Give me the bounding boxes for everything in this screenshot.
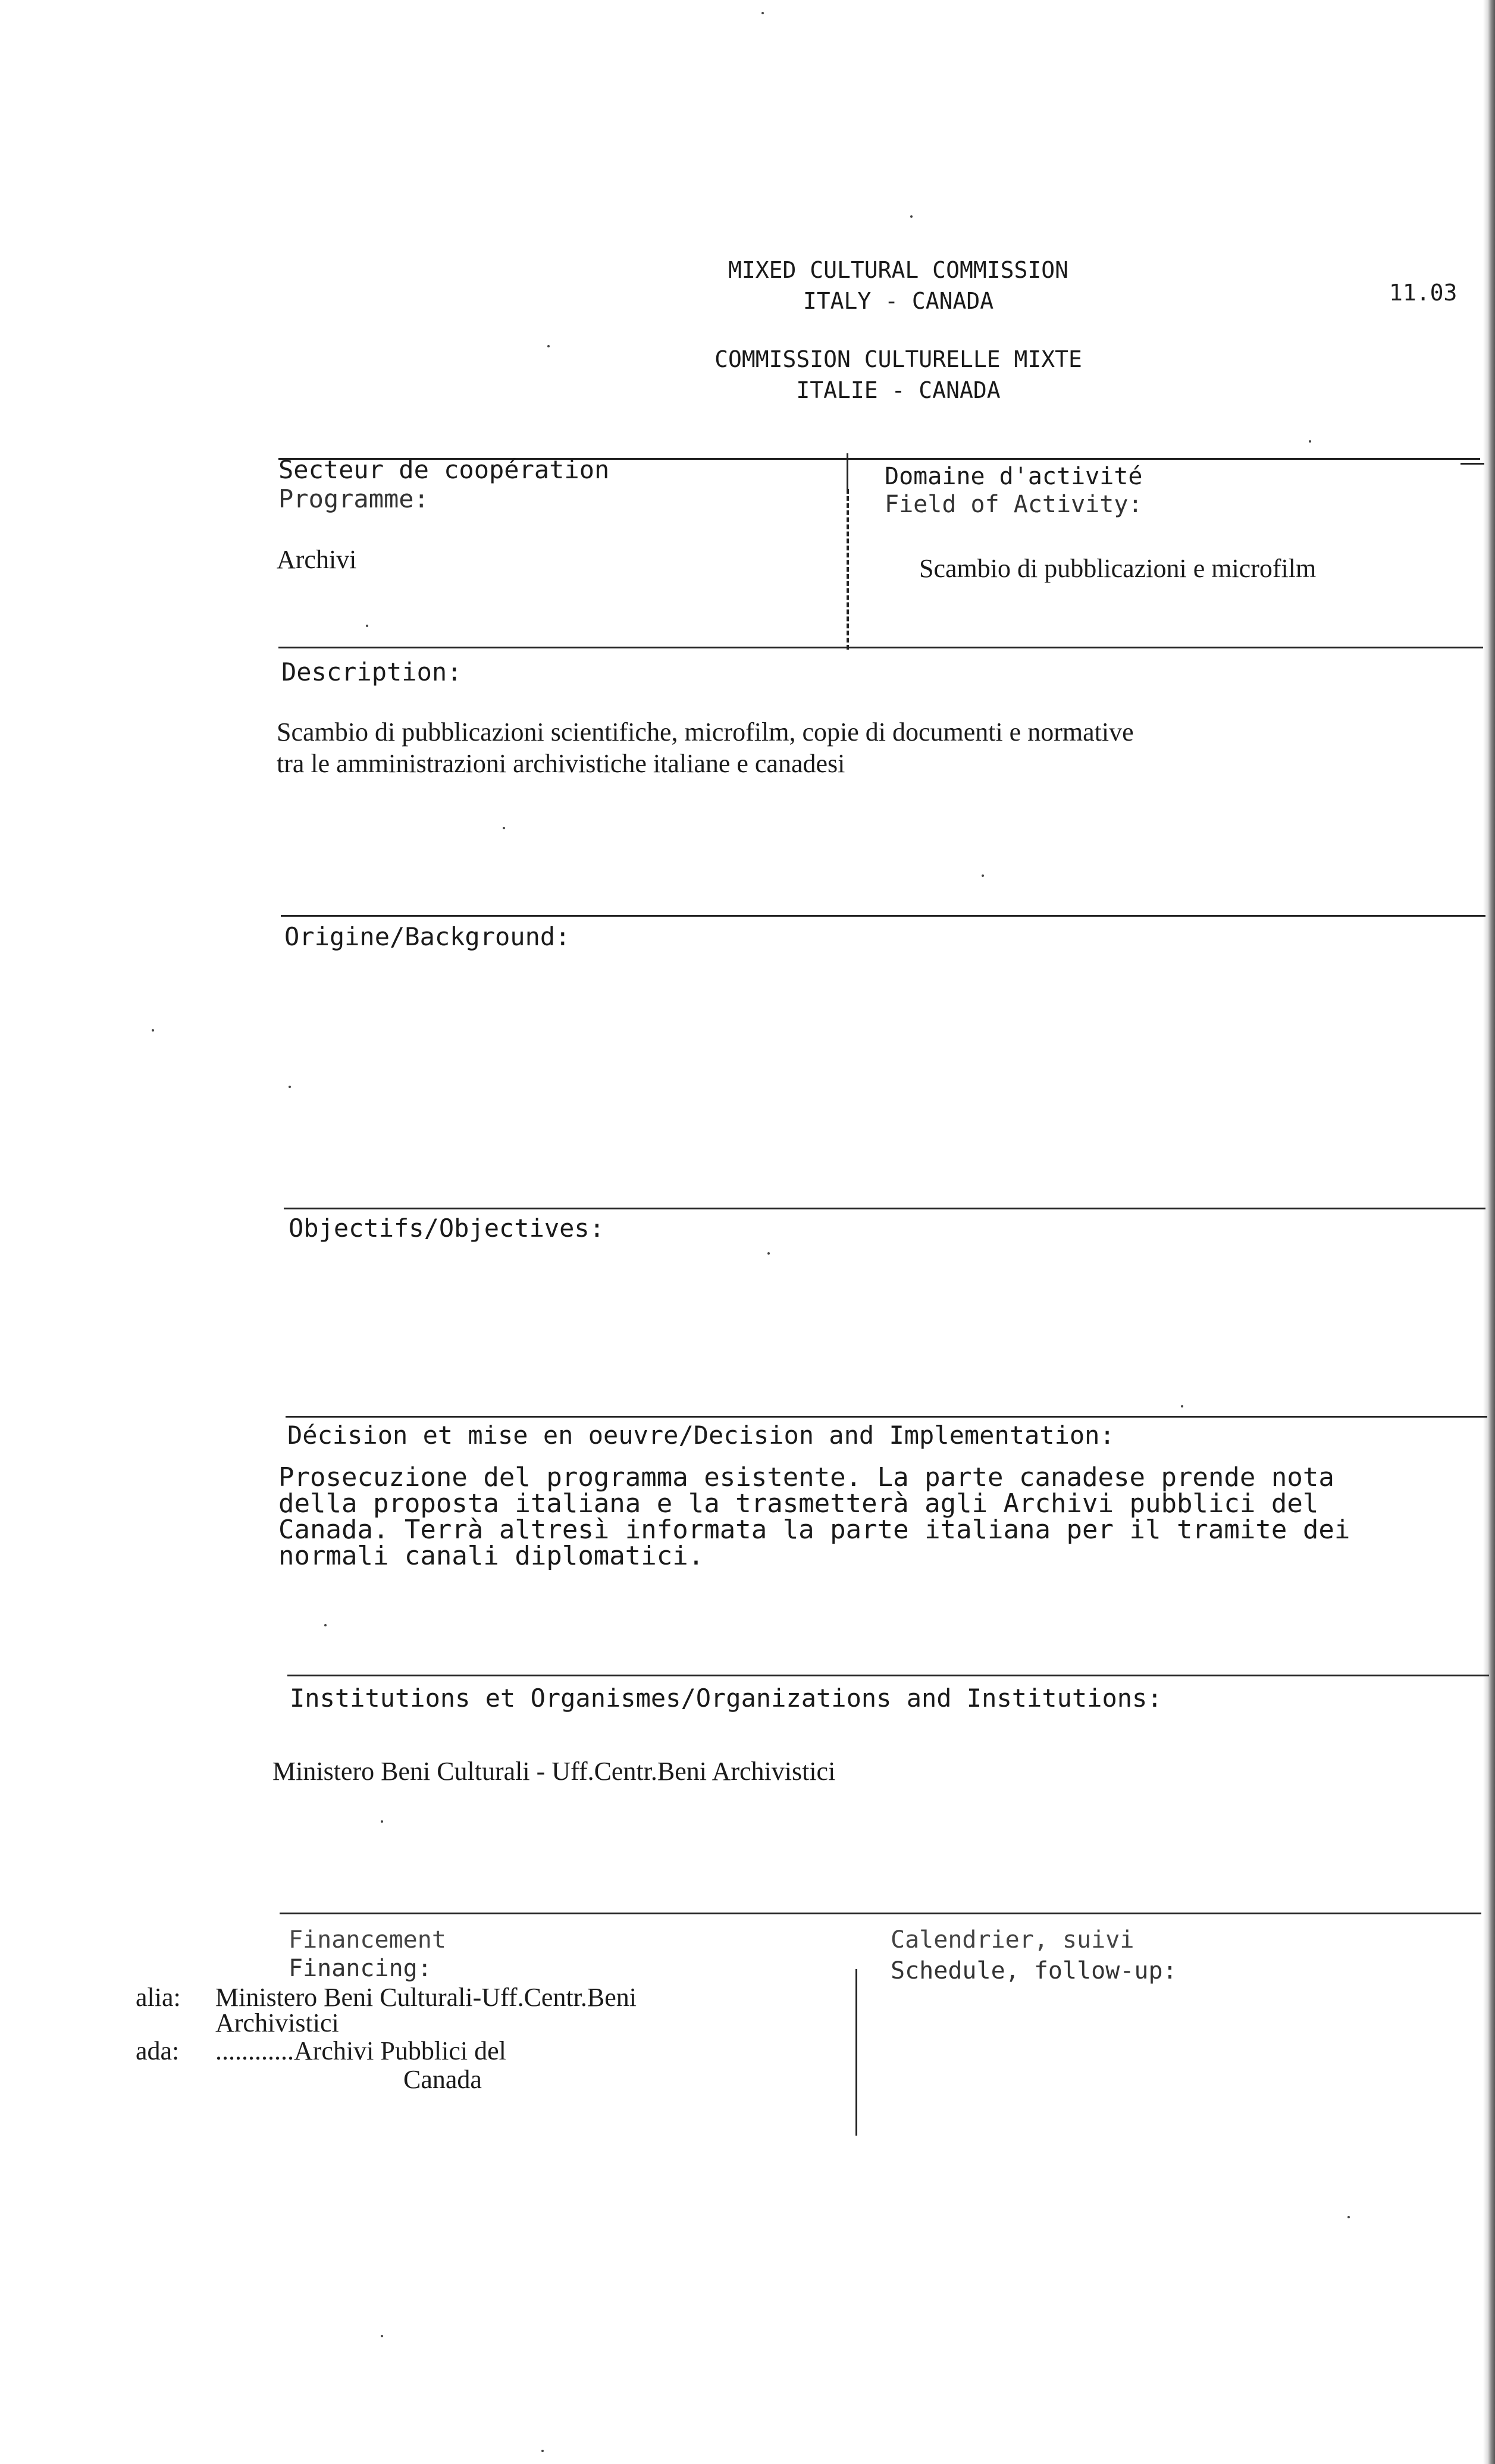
sector-label-en: Programme:	[278, 484, 429, 513]
scan-speck	[767, 1252, 770, 1255]
financing-canada-line2: Canada	[403, 2065, 482, 2094]
scan-speck	[152, 1029, 154, 1032]
document-number: 11.03	[1389, 280, 1458, 306]
scan-speck	[982, 874, 984, 877]
description-line: tra le amministrazioni archivistiche italiane e canadesi	[277, 749, 845, 778]
financing-italy-prefix: alia:	[136, 1983, 181, 2012]
background-label: Origine/Background:	[284, 922, 571, 951]
divider	[278, 647, 1483, 648]
scan-speck	[1309, 440, 1311, 443]
scan-speck	[381, 1820, 383, 1823]
financing-canada-line1: ............Archivi Pubblici del	[215, 2036, 506, 2065]
divider	[284, 1208, 1485, 1209]
field-value: Scambio di pubblicazioni e microfilm	[919, 554, 1317, 583]
scan-speck	[289, 1086, 291, 1088]
scan-speck	[381, 2335, 383, 2337]
scan-speck	[1181, 1405, 1183, 1407]
scan-speck	[366, 625, 368, 627]
scan-speck	[761, 12, 764, 14]
financing-label-fr: Financement	[289, 1926, 446, 1954]
decision-line: normali canali diplomatici.	[278, 1541, 704, 1571]
institutions-label: Institutions et Organismes/Organizations and Institutions:	[290, 1684, 1162, 1713]
schedule-label-en: Schedule, follow-up:	[891, 1957, 1177, 1985]
header-title-fr-line1: COMMISSION CULTURELLE MIXTE	[714, 346, 1082, 372]
divider	[287, 1675, 1489, 1676]
header-title-en-line1: MIXED CULTURAL COMMISSION	[728, 257, 1068, 283]
scan-speck	[910, 215, 913, 218]
header-title-fr-line2: ITALIE - CANADA	[796, 377, 1001, 403]
header-title-en-line2: ITALY - CANADA	[803, 288, 994, 314]
decision-label: Décision et mise en oeuvre/Decision and Implementation:	[287, 1421, 1115, 1450]
decision-line: della proposta italiana e la trasmetterà agli Archivi pubblici del	[278, 1488, 1319, 1519]
schedule-label-fr: Calendrier, suivi	[891, 1926, 1134, 1954]
financing-italy-line1: Ministero Beni Culturali-Uff.Centr.Beni	[215, 1983, 637, 2012]
sector-value: Archivi	[277, 545, 357, 574]
decision-line: Canada. Terrà altresì informata la parte italiana per il tramite dei	[278, 1515, 1350, 1545]
divider	[286, 1416, 1487, 1418]
scan-speck	[1347, 2216, 1350, 2218]
divider	[1460, 463, 1484, 465]
decision-line: Prosecuzione del programma esistente. La parte canadese prende nota	[278, 1462, 1334, 1493]
field-label-en: Field of Activity:	[885, 491, 1143, 518]
scan-speck	[541, 2450, 544, 2452]
field-label-fr: Domaine d'activité	[885, 463, 1143, 490]
financing-italy-line2: Archivistici	[215, 2008, 339, 2037]
scan-edge-shadow	[1483, 0, 1495, 2464]
financing-canada-prefix: ada:	[136, 2036, 180, 2065]
column-divider-dashed	[847, 489, 849, 650]
divider	[281, 915, 1485, 917]
sector-label-fr: Secteur de coopération	[278, 455, 610, 484]
scan-speck	[503, 827, 505, 829]
scan-speck	[324, 1624, 327, 1626]
description-label: Description:	[281, 657, 462, 686]
objectives-label: Objectifs/Objectives:	[289, 1214, 605, 1243]
divider	[280, 1913, 1223, 1914]
scan-speck	[547, 345, 550, 347]
column-divider	[847, 453, 848, 489]
institutions-value: Ministero Beni Culturali - Uff.Centr.Beni Archivistici	[272, 1757, 836, 1786]
financing-label-en: Financing:	[289, 1955, 432, 1982]
description-line: Scambio di pubblicazioni scientifiche, microfilm, copie di documenti e normative	[277, 717, 1134, 747]
column-divider	[855, 1969, 857, 2136]
divider	[1190, 1913, 1481, 1914]
